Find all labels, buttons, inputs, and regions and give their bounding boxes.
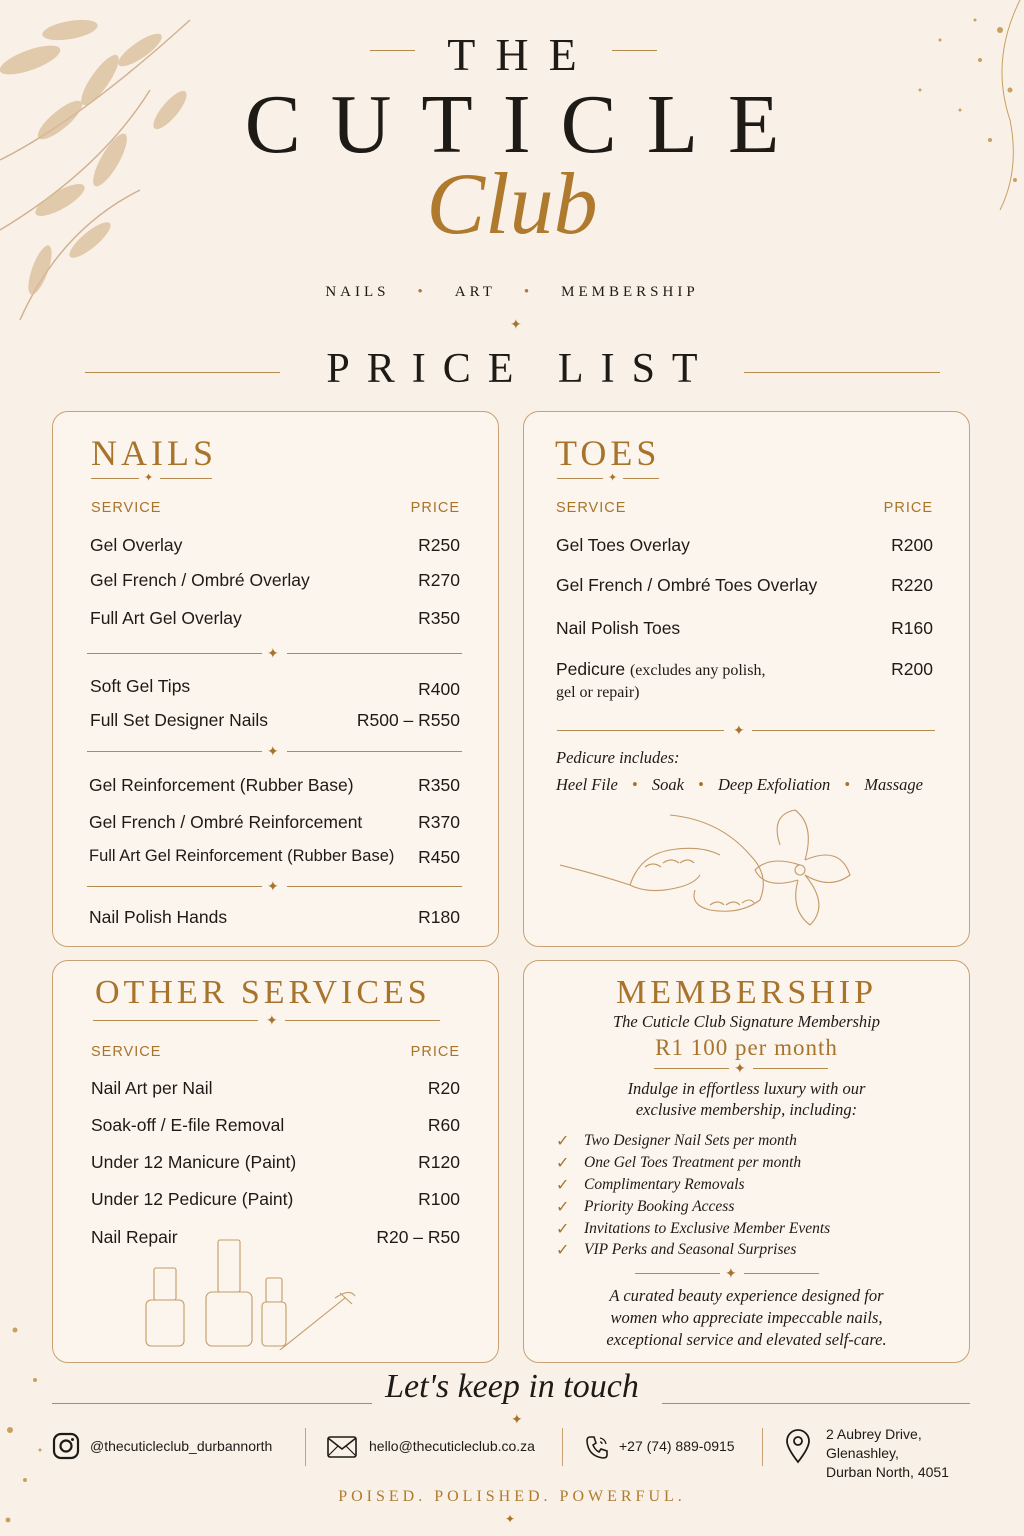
- membership-perk: Priority Booking Access: [584, 1198, 735, 1215]
- email-link[interactable]: hello@thecuticleclub.co.za: [369, 1438, 535, 1454]
- pedicure-note: (excludes any polish,: [629, 662, 766, 679]
- membership-intro-line1: Indulge in effortless luxury with our: [627, 1079, 866, 1098]
- location-pin-icon: [784, 1428, 812, 1464]
- address-line1: 2 Aubrey Drive,: [826, 1426, 922, 1442]
- check-icon: ✓: [556, 1177, 570, 1194]
- other-service: Under 12 Pedicure (Paint): [91, 1189, 294, 1209]
- sparkle-icon: ✦: [267, 645, 279, 661]
- include-sep: •: [698, 775, 704, 794]
- footer-heading: Let's keep in touch: [385, 1368, 639, 1405]
- toes-col-price: PRICE: [883, 500, 933, 516]
- sparkle-icon: ✦: [734, 1060, 746, 1076]
- pedicure-includes-label: Pedicure includes:: [556, 748, 680, 767]
- other-price: R60: [427, 1115, 460, 1135]
- membership-price: R1 100 per month: [655, 1035, 838, 1060]
- other-price: R100: [418, 1189, 460, 1209]
- toes-price: R160: [891, 618, 933, 638]
- sparkle-icon: ✦: [267, 743, 279, 759]
- address-line2: Glenashley,: [826, 1445, 899, 1461]
- nails-col-price: PRICE: [410, 500, 460, 516]
- toes-service: Pedicure: [556, 659, 626, 679]
- footer-motto: POISED. POLISHED. POWERFUL.: [338, 1488, 686, 1505]
- include-item: Soak: [651, 775, 684, 794]
- phone-number[interactable]: +27 (74) 889-0915: [619, 1438, 735, 1454]
- other-title: OTHER SERVICES: [95, 974, 431, 1011]
- toes-price: R200: [891, 659, 933, 679]
- include-sep: •: [631, 775, 638, 794]
- other-col-service: SERVICE: [91, 1044, 162, 1060]
- nails-price: R350: [418, 775, 460, 795]
- nails-price: R250: [418, 535, 460, 555]
- nails-service: Gel French / Ombré Reinforcement: [89, 812, 363, 832]
- membership-perk: Two Designer Nail Sets per month: [584, 1132, 797, 1149]
- sparkle-icon: ✦: [144, 472, 154, 484]
- nails-price: R270: [418, 570, 460, 590]
- include-sep: •: [844, 775, 851, 794]
- phone-icon[interactable]: [584, 1434, 610, 1460]
- toes-service: Gel Toes Overlay: [556, 535, 690, 555]
- pedicure-note-line2: gel or repair): [556, 684, 640, 701]
- feet-flower-illustration: [560, 805, 860, 930]
- mail-icon[interactable]: [327, 1436, 357, 1458]
- membership-subtitle: The Cuticle Club Signature Membership: [612, 1012, 881, 1031]
- sparkle-icon: ✦: [725, 1265, 737, 1281]
- membership-intro-line2: exclusive membership, including:: [635, 1100, 858, 1119]
- membership-perk: One Gel Toes Treatment per month: [584, 1154, 802, 1171]
- other-service: Under 12 Manicure (Paint): [91, 1152, 297, 1172]
- nails-price: R370: [418, 812, 460, 832]
- brand-club: Club: [426, 156, 598, 253]
- sparkle-icon: ✦: [267, 878, 279, 894]
- membership-closing-line3: exceptional service and elevated self-care.: [606, 1330, 887, 1349]
- membership-closing-line2: women who appreciate impeccable nails,: [610, 1308, 883, 1327]
- toes-service: Gel French / Ombré Toes Overlay: [556, 575, 818, 595]
- nail-polish-illustration: [140, 1238, 360, 1350]
- nails-service: Gel Overlay: [90, 535, 183, 555]
- sparkle-icon: ✦: [511, 1411, 523, 1427]
- include-item: Massage: [864, 775, 923, 794]
- other-col-price: PRICE: [410, 1044, 460, 1060]
- other-price: R20: [427, 1078, 460, 1098]
- nails-price: R500 – R550: [356, 710, 460, 730]
- toes-service-pedicure: [556, 659, 765, 680]
- instagram-icon[interactable]: [52, 1432, 80, 1460]
- toes-col-service: SERVICE: [556, 500, 627, 516]
- nails-price: R180: [418, 907, 460, 927]
- toes-price: R200: [891, 535, 933, 555]
- nails-service: Nail Polish Hands: [89, 907, 228, 927]
- nails-service: Soft Gel Tips: [90, 676, 191, 696]
- brand-cuticle: CUTICLE: [244, 78, 810, 171]
- nails-service: Full Set Designer Nails: [90, 710, 268, 730]
- nails-service: Full Art Gel Reinforcement (Rubber Base): [89, 847, 395, 865]
- nails-col-service: SERVICE: [91, 500, 162, 516]
- nails-price: R450: [418, 847, 460, 867]
- other-price: R20 – R50: [376, 1227, 460, 1247]
- nails-service: Gel French / Ombré Overlay: [90, 570, 310, 590]
- nails-service: Full Art Gel Overlay: [90, 608, 242, 628]
- nails-price: R350: [418, 608, 460, 628]
- include-item: Deep Exfoliation: [717, 775, 831, 794]
- sparkle-icon: ✦: [266, 1012, 278, 1028]
- sparkle-icon: ✦: [510, 316, 522, 332]
- tagline-membership: MEMBERSHIP: [561, 284, 699, 300]
- sparkle-icon: ✦: [733, 722, 745, 738]
- membership-perk: Complimentary Removals: [584, 1176, 745, 1193]
- membership-perk: VIP Perks and Seasonal Surprises: [584, 1241, 797, 1258]
- include-item: Heel File: [556, 775, 618, 794]
- toes-price: R220: [891, 575, 933, 595]
- sparkle-icon: ✦: [608, 472, 618, 484]
- toes-service: Nail Polish Toes: [556, 618, 681, 638]
- tagline-art: ART: [454, 284, 496, 300]
- check-icon: ✓: [556, 1199, 570, 1216]
- nails-title: NAILS: [91, 433, 217, 473]
- other-price: R120: [418, 1152, 460, 1172]
- brand-the: THE: [447, 29, 597, 80]
- sparkle-icon: ✦: [505, 1512, 516, 1526]
- tagline-nails: NAILS: [325, 284, 390, 300]
- pedicure-includes-list: [556, 775, 923, 795]
- nails-service: Gel Reinforcement (Rubber Base): [89, 775, 354, 795]
- check-icon: ✓: [556, 1242, 570, 1259]
- tagline-dot: •: [523, 284, 534, 300]
- instagram-handle[interactable]: @thecuticleclub_durbannorth: [90, 1438, 273, 1454]
- address-line3: Durban North, 4051: [826, 1464, 949, 1480]
- membership-title: MEMBERSHIP: [615, 974, 878, 1011]
- check-icon: ✓: [556, 1133, 570, 1150]
- other-service: Nail Art per Nail: [91, 1078, 213, 1098]
- membership-perk: Invitations to Exclusive Member Events: [584, 1220, 831, 1237]
- membership-closing-line1: A curated beauty experience designed for: [609, 1286, 884, 1305]
- other-service: Nail Repair: [91, 1227, 178, 1247]
- page-title: PRICE LIST: [326, 346, 715, 392]
- nails-price: R400: [418, 679, 460, 699]
- tagline-dot: •: [417, 284, 427, 300]
- check-icon: ✓: [556, 1155, 570, 1172]
- brand-tagline: [0, 284, 1024, 301]
- other-service: Soak-off / E-file Removal: [91, 1115, 285, 1135]
- toes-title: TOES: [555, 433, 661, 473]
- check-icon: ✓: [556, 1221, 570, 1238]
